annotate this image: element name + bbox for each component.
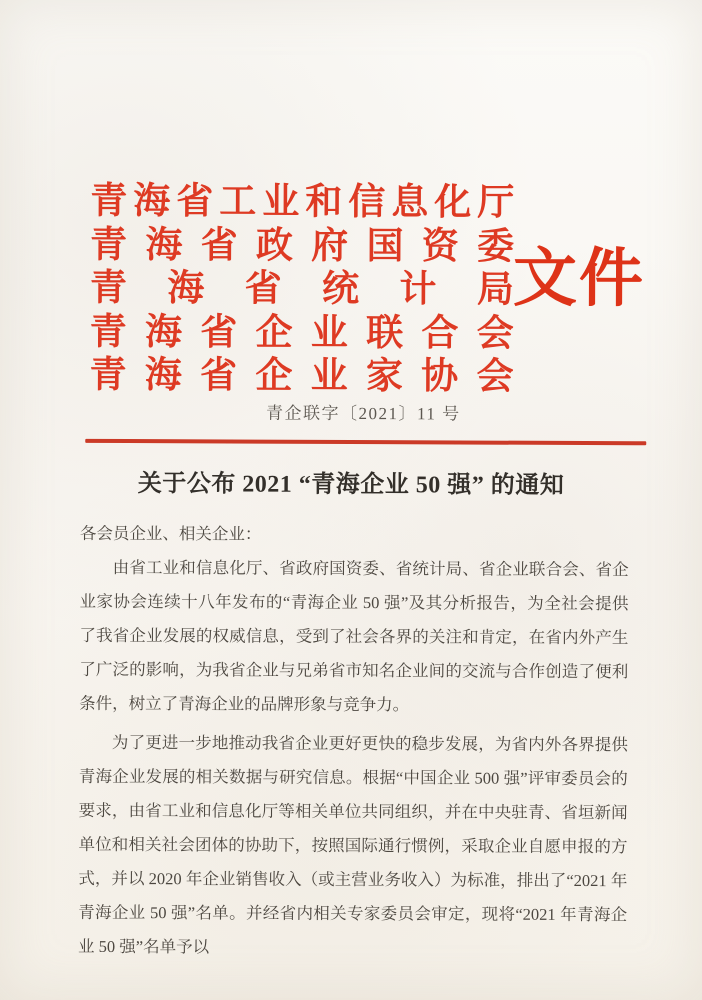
body-paragraph-2: 为了更进一步地推动我省企业更好更快的稳步发展，为省内外各界提供青海企业发展的相关数据与研究信息。根据“中国企业 500 强”评审委员会的要求，由省工业和信息化厅等相关单位共同组织，并在中央驻青、省垣新闻单位和相关社会团体的协助下，按照国际通行惯例，采取企业自愿申报的方式，并以 2020 年企业销售收入（或主营业务收入）为标准，排出了“2021 年青海企业 50 强”名单。并经省内相关专家委员会审定，现将“2021 年青海企业 50 强”名单予以: [78, 732, 628, 957]
letterhead-org-line-3: 青 海 省 统 计 局: [89, 267, 514, 311]
letterhead-org-line-1: 青 海 省 工 业 和 信 息 化 厅: [90, 180, 515, 224]
letterhead-org-line-2: 青 海 省 政 府 国 资 委: [90, 224, 515, 268]
doc-type-label: 文件: [512, 242, 646, 315]
reference-number: 青企联字〔2021〕11 号: [266, 403, 461, 424]
document-title: 关于公布 2021 “青海企业 50 强” 的通知: [137, 471, 565, 499]
document-body: [78, 517, 629, 966]
red-divider-line: [85, 439, 646, 445]
letterhead-org-line-4: 青 海 省 企 业 联 合 会: [89, 311, 514, 355]
letterhead-org-line-5: 青 海 省 企 业 家 协 会: [89, 354, 514, 398]
body-paragraph-1: 由省工业和信息化厅、省政府国资委、省统计局、省企业联合会、省企业家协会连续十八年发布的“青海企业 50 强”及其分析报告，为全社会提供了我省企业发展的权威信息，受到了社会各界的关注和肯定，在省内外产生了广泛的影响，为我省企业与兄弟省市知名企业间的交流与合作创造了便利条件，树立了青海企业的品牌形象与竞争力。: [79, 557, 629, 715]
salutation: 各会员企业、相关企业：: [79, 523, 262, 544]
letterhead: [89, 180, 514, 399]
